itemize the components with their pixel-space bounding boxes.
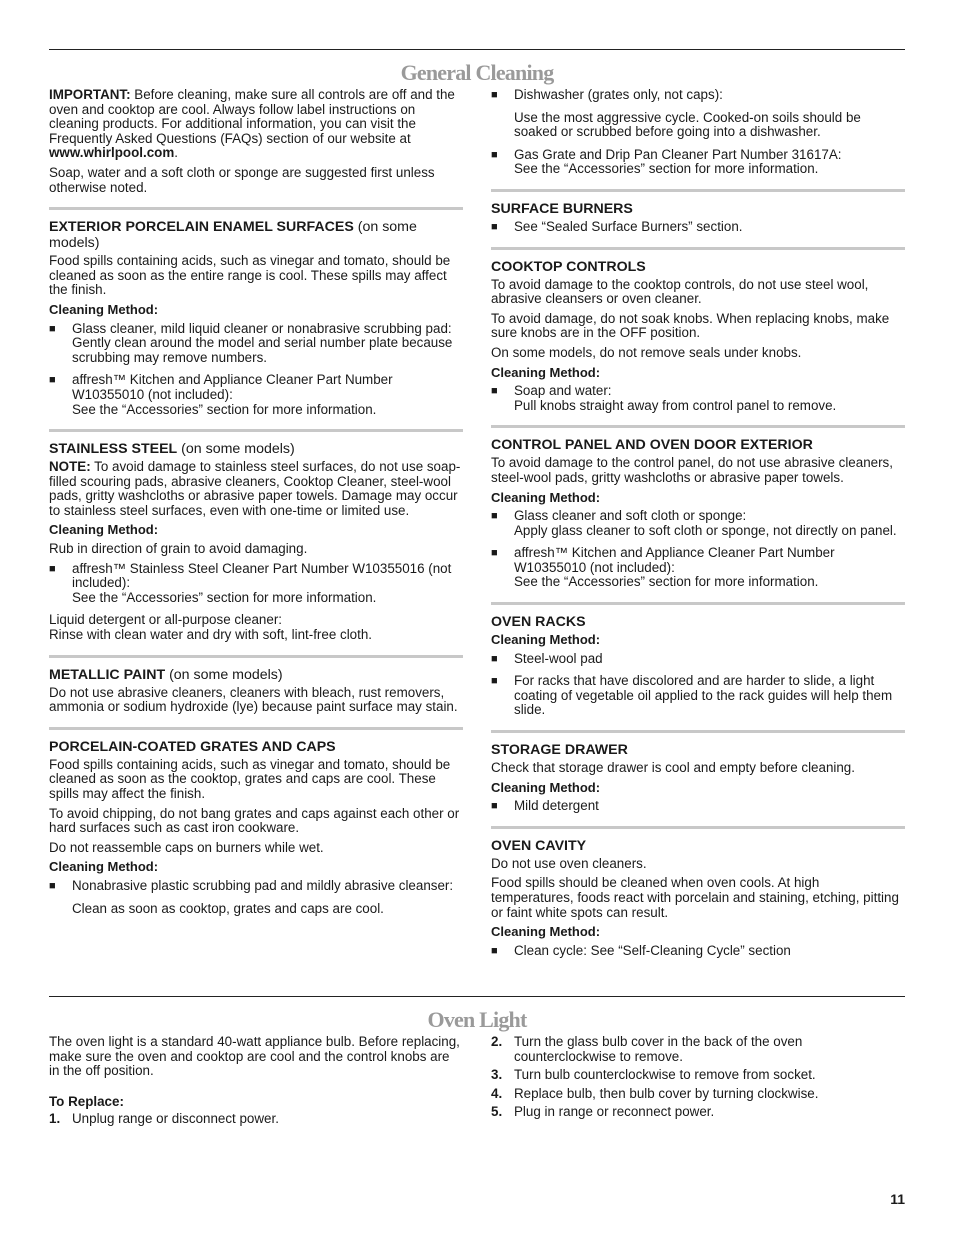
stainless-rub: Rub in direction of grain to avoid damaging. bbox=[49, 541, 308, 557]
cleaning-method-label: Cleaning Method: bbox=[491, 364, 601, 380]
period: . bbox=[174, 145, 178, 161]
to-replace-heading: To Replace: bbox=[49, 1093, 124, 1109]
bullet-item: ■ Nonabrasive plastic scrubbing pad and mildly abrasive cleanser: bbox=[49, 879, 463, 894]
drawer-p1: Check that storage drawer is cool and empty before cleaning. bbox=[491, 760, 855, 776]
controls-p1: To avoid damage to the cooktop controls, do not use steel wool, abrasive cleansers or oven cleaner. bbox=[491, 276, 869, 307]
cavity-p2: Food spills should be cleaned when oven cools. At high temperatures, foods react with porcelain and staining, etching, pitting or faint white spots can result. bbox=[491, 875, 899, 920]
section-divider bbox=[49, 727, 463, 730]
bullet-subtext: Clean as soon as cooktop, grates and caps are cool. bbox=[72, 900, 384, 916]
general-cleaning-left-column bbox=[49, 88, 463, 924]
important-paragraph bbox=[49, 88, 463, 161]
heading-surface-burners: SURFACE BURNERS bbox=[491, 200, 633, 217]
oven-light-rule bbox=[49, 996, 905, 997]
cleaning-method-label: Cleaning Method: bbox=[491, 632, 601, 648]
bullet-item: ■ Steel-wool pad bbox=[491, 652, 905, 667]
section-title-oven-light: Oven Light bbox=[427, 1007, 527, 1032]
section-divider bbox=[491, 247, 905, 250]
important-text: Before cleaning, make sure all controls are off and the oven and cooktop are cool. Always follow label instructions on cleaning products. For additional information, you can visit the Frequently Asked Questions (FAQs) section of our website at bbox=[49, 87, 455, 146]
bullet-item: ■ Gas Grate and Drip Pan Cleaner Part Number 31617A: See the “Accessories” section for more information. bbox=[491, 148, 905, 177]
section-divider bbox=[491, 425, 905, 428]
bullet-item: ■ See “Sealed Surface Burners” section. bbox=[491, 220, 905, 235]
section-divider bbox=[491, 826, 905, 829]
cleaning-method-label: Cleaning Method: bbox=[491, 924, 601, 940]
bullet-item: ■ Glass cleaner, mild liquid cleaner or nonabrasive scrubbing pad: Gently clean around the model and serial number plate because scrubbing may remove numbers. bbox=[49, 322, 463, 366]
cleaning-method-label: Cleaning Method: bbox=[491, 489, 601, 505]
soap-paragraph: Soap, water and a soft cloth or sponge are suggested first unless otherwise noted. bbox=[49, 164, 435, 195]
step-item: 1. Unplug range or disconnect power. bbox=[49, 1111, 279, 1127]
grates-p1: Food spills containing acids, such as vinegar and tomato, should be cleaned as soon as the cooktop, grates and caps are cool. These spills may affect the finish. bbox=[49, 756, 451, 801]
bullet-item: ■ affresh™ Stainless Steel Cleaner Part Number W10355016 (not included): See the “Accessories” section for more information. bbox=[49, 562, 463, 606]
heading-exterior-porcelain: EXTERIOR PORCELAIN ENAMEL SURFACES (on some models) bbox=[49, 219, 417, 252]
oven-light-right-column bbox=[491, 1035, 905, 1124]
heading-control-panel: CONTROL PANEL AND OVEN DOOR EXTERIOR bbox=[491, 437, 813, 454]
section-divider bbox=[491, 602, 905, 605]
grates-p2: To avoid chipping, do not bang grates and caps against each other or hard surfaces such as cast iron cookware. bbox=[49, 805, 460, 836]
heading-stainless-steel: STAINLESS STEEL (on some models) bbox=[49, 441, 295, 458]
heading-metallic-paint: METALLIC PAINT (on some models) bbox=[49, 666, 283, 683]
oven-light-intro: The oven light is a standard 40-watt appliance bulb. Before replacing, make sure the oven and cooktop are cool and the control knobs are in the off position. bbox=[49, 1034, 460, 1079]
section-title-general-cleaning: General Cleaning bbox=[400, 60, 554, 85]
section-divider bbox=[49, 207, 463, 210]
section-divider bbox=[49, 655, 463, 658]
bullet-subtext: Use the most aggressive cycle. Cooked-on soils should be soaked or scrubbed before going into a dishwasher. bbox=[514, 109, 861, 140]
bullet-item: ■ affresh™ Kitchen and Appliance Cleaner Part Number W10355010 (not included): See the “Accessories” section for more information. bbox=[491, 546, 905, 590]
cleaning-method-label: Cleaning Method: bbox=[491, 779, 601, 795]
bullet-item: ■ Glass cleaner and soft cloth or sponge: Apply glass cleaner to soft cloth or sponge, not directly on panel. bbox=[491, 509, 905, 538]
metallic-p1: Do not use abrasive cleaners, cleaners with bleach, rust removers, ammonia or sodium hydroxide (lye) because paint surface may stain. bbox=[49, 684, 458, 715]
heading-storage-drawer: STORAGE DRAWER bbox=[491, 742, 628, 759]
heading-oven-racks: OVEN RACKS bbox=[491, 614, 586, 631]
section-divider bbox=[491, 730, 905, 733]
stainless-liquid: Liquid detergent or all-purpose cleaner: Rinse with clean water and dry with soft, lint-free cloth. bbox=[49, 612, 373, 643]
bullet-item: ■ Soap and water: Pull knobs straight away from control panel to remove. bbox=[491, 384, 905, 413]
section-divider bbox=[49, 429, 463, 432]
controls-p3: On some models, do not remove seals under knobs. bbox=[491, 344, 802, 360]
step-item: 2. Turn the glass bulb cover in the back of the oven counterclockwise to remove. bbox=[491, 1034, 803, 1064]
cavity-p1: Do not use oven cleaners. bbox=[491, 855, 647, 871]
section-divider bbox=[491, 189, 905, 192]
cleaning-method-label: Cleaning Method: bbox=[49, 859, 159, 875]
bullet-item: ■ Mild detergent bbox=[491, 799, 905, 814]
heading-porcelain-grates: PORCELAIN-COATED GRATES AND CAPS bbox=[49, 738, 336, 755]
step-item: 5. Plug in range or reconnect power. bbox=[491, 1104, 715, 1120]
heading-cooktop-controls: COOKTOP CONTROLS bbox=[491, 258, 646, 275]
bullet-item: ■ affresh™ Kitchen and Appliance Cleaner Part Number W10355010 (not included): See the “Accessories” section for more information. bbox=[49, 373, 463, 417]
panel-p1: To avoid damage to the control panel, do not use abrasive cleaners, steel-wool pads, gritty washcloths or abrasive paper towels. bbox=[491, 455, 893, 485]
cleaning-method-label: Cleaning Method: bbox=[49, 522, 159, 538]
bullet-item: ■ Dishwasher (grates only, not caps): bbox=[491, 88, 905, 103]
grates-p3: Do not reassemble caps on burners while wet. bbox=[49, 839, 324, 855]
exterior-p1: Food spills containing acids, such as vinegar and tomato, should be cleaned as soon as the entire range is cool. These spills may affect the finish. bbox=[49, 253, 451, 298]
step-item: 4. Replace bulb, then bulb cover by turning clockwise. bbox=[491, 1085, 819, 1101]
step-item: 3. Turn bulb counterclockwise to remove from socket. bbox=[491, 1067, 816, 1083]
website-link[interactable]: www.whirlpool.com bbox=[49, 145, 175, 161]
bullet-item: ■ For racks that have discolored and are harder to slide, a light coating of vegetable oil applied to the rack guides will help them slide. bbox=[491, 674, 905, 718]
controls-p2: To avoid damage, do not soak knobs. When replacing knobs, make sure knobs are in the OFF position. bbox=[491, 310, 890, 341]
page-number: 11 bbox=[890, 1191, 905, 1207]
oven-light-left-column bbox=[49, 1035, 463, 1131]
important-label: IMPORTANT: bbox=[49, 87, 131, 102]
cleaning-method-label: Cleaning Method: bbox=[49, 301, 159, 317]
top-rule bbox=[49, 49, 905, 50]
general-cleaning-right-column bbox=[491, 88, 905, 966]
bullet-item: ■ Clean cycle: See “Self-Cleaning Cycle” section bbox=[491, 944, 905, 959]
stainless-note: NOTE: To avoid damage to stainless steel surfaces, do not use soap-filled scouring pads, abrasive cleaners, Cooktop Cleaner, steel-wool pads, gritty washcloths or abrasive paper towels. Damage may occur to stainless steel surfaces, even with one-time or limited use. bbox=[49, 459, 461, 518]
heading-oven-cavity: OVEN CAVITY bbox=[491, 837, 587, 854]
